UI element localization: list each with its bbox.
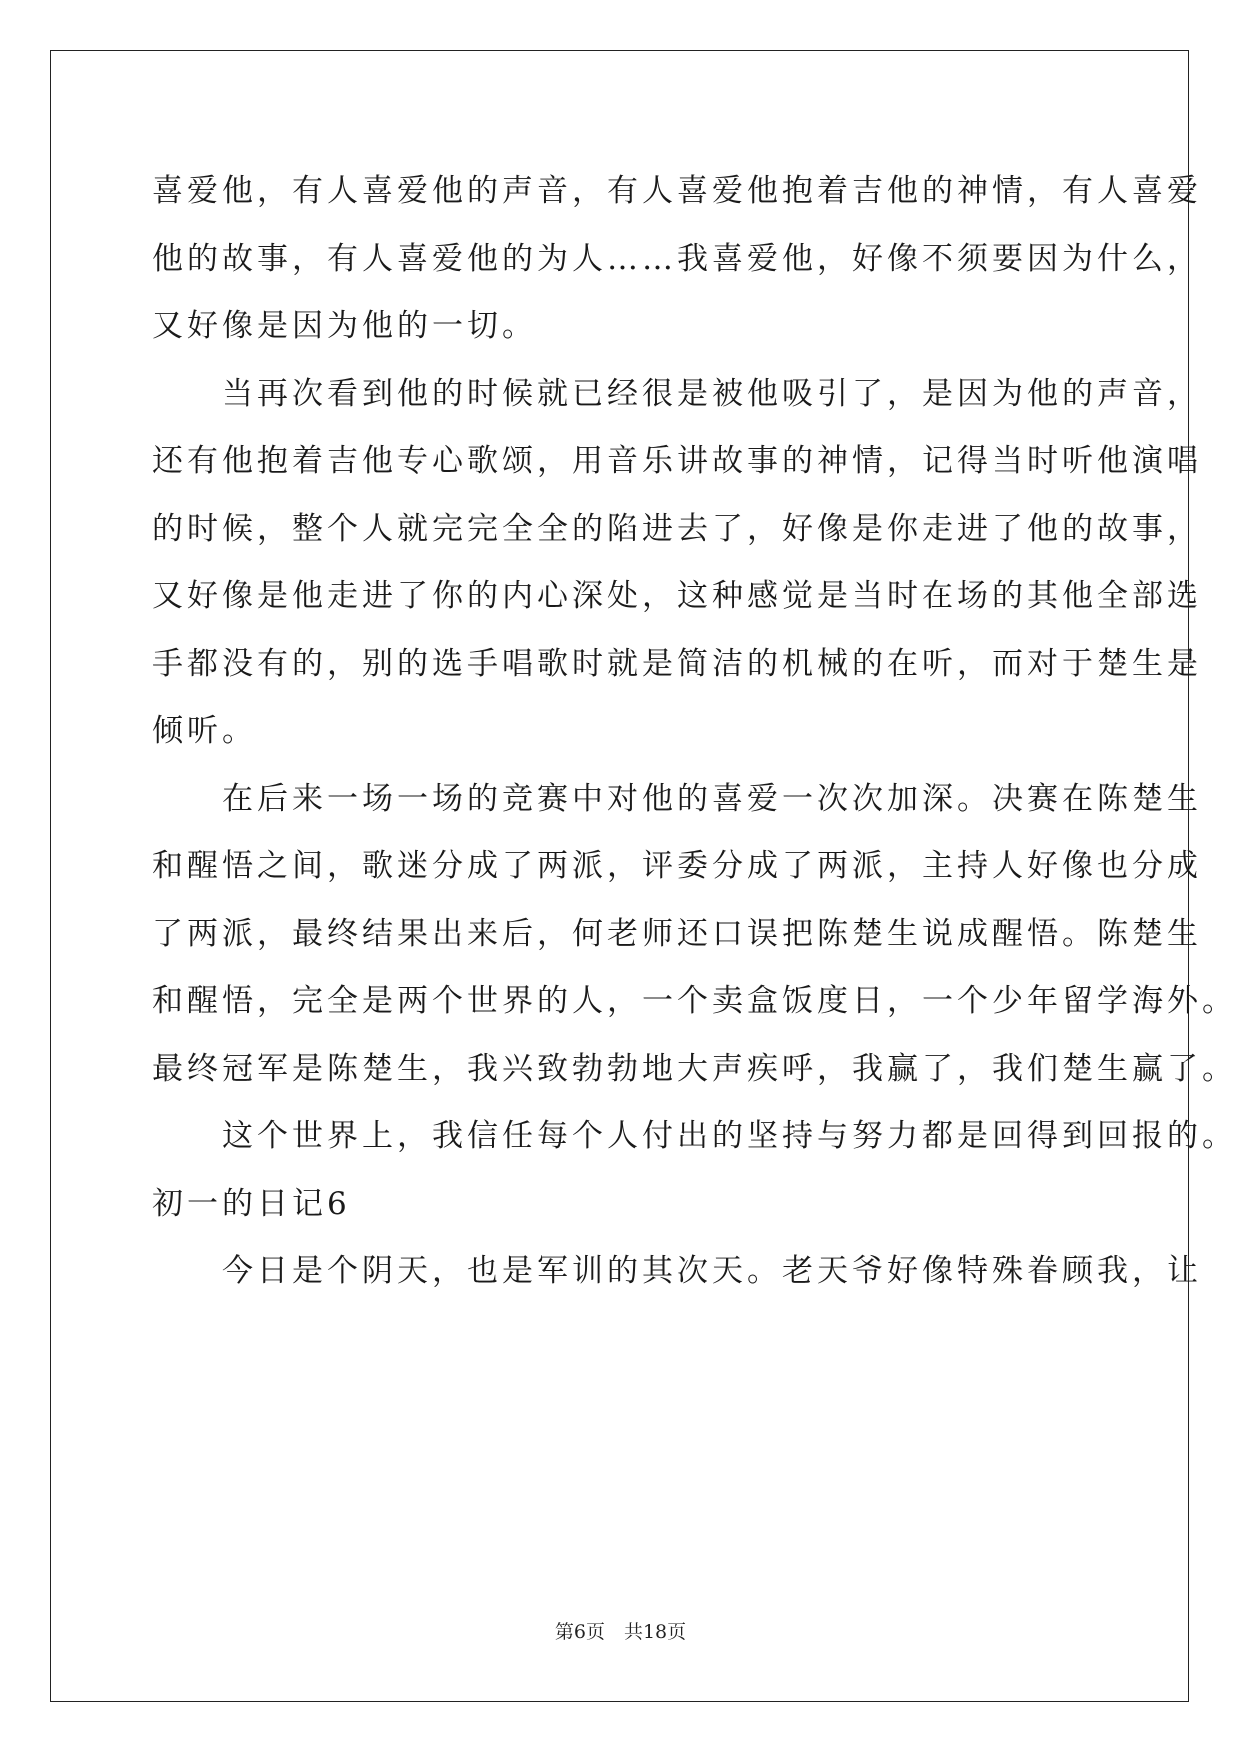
text-line: 最终冠军是陈楚生，我兴致勃勃地大声疾呼，我赢了，我们楚生赢了。	[152, 1050, 1237, 1087]
text-line: 了两派，最终结果出来后，何老师还口误把陈楚生说成醒悟。陈楚生	[152, 915, 1202, 952]
page-number: 第6页 共18页	[554, 1621, 687, 1643]
text-line: 在后来一场一场的竞赛中对他的喜爱一次次加深。决赛在陈楚生	[152, 780, 1202, 817]
text-line: 又好像是因为他的一切。	[152, 308, 537, 344]
text-line: 还有他抱着吉他专心歌颂，用音乐讲故事的神情，记得当时听他演唱	[152, 443, 1202, 479]
text-line: 这个世界上，我信任每个人付出的坚持与努力都是回得到回报的。	[152, 1118, 1237, 1154]
text-line: 的时候，整个人就完完全全的陷进去了，好像是你走进了他的故事，	[152, 510, 1202, 547]
text-line: 喜爱他，有人喜爱他的声音，有人喜爱他抱着吉他的神情，有人喜爱	[152, 173, 1202, 209]
text-line: 又好像是他走进了你的内心深处，这种感觉是当时在场的其他全部选	[152, 578, 1202, 614]
text-line: 他的故事，有人喜爱他的为人……我喜爱他，好像不须要因为什么，	[152, 240, 1202, 277]
text-line: 手都没有的，别的选手唱歌时就是简洁的机械的在听，而对于楚生是	[152, 645, 1202, 682]
text-line: 当再次看到他的时候就已经很是被他吸引了，是因为他的声音，	[152, 375, 1202, 412]
text-line: 今日是个阴天，也是军训的其次天。老天爷好像特殊眷顾我，让	[152, 1253, 1202, 1289]
text-line: 和醒悟之间，歌迷分成了两派，评委分成了两派，主持人好像也分成	[152, 848, 1202, 884]
document-body	[152, 158, 1237, 1306]
text-line: 和醒悟，完全是两个世界的人，一个卖盒饭度日，一个少年留学海外。	[152, 983, 1237, 1019]
section-heading: 初一的日记6	[152, 1185, 351, 1222]
text-line: 倾听。	[152, 713, 257, 749]
